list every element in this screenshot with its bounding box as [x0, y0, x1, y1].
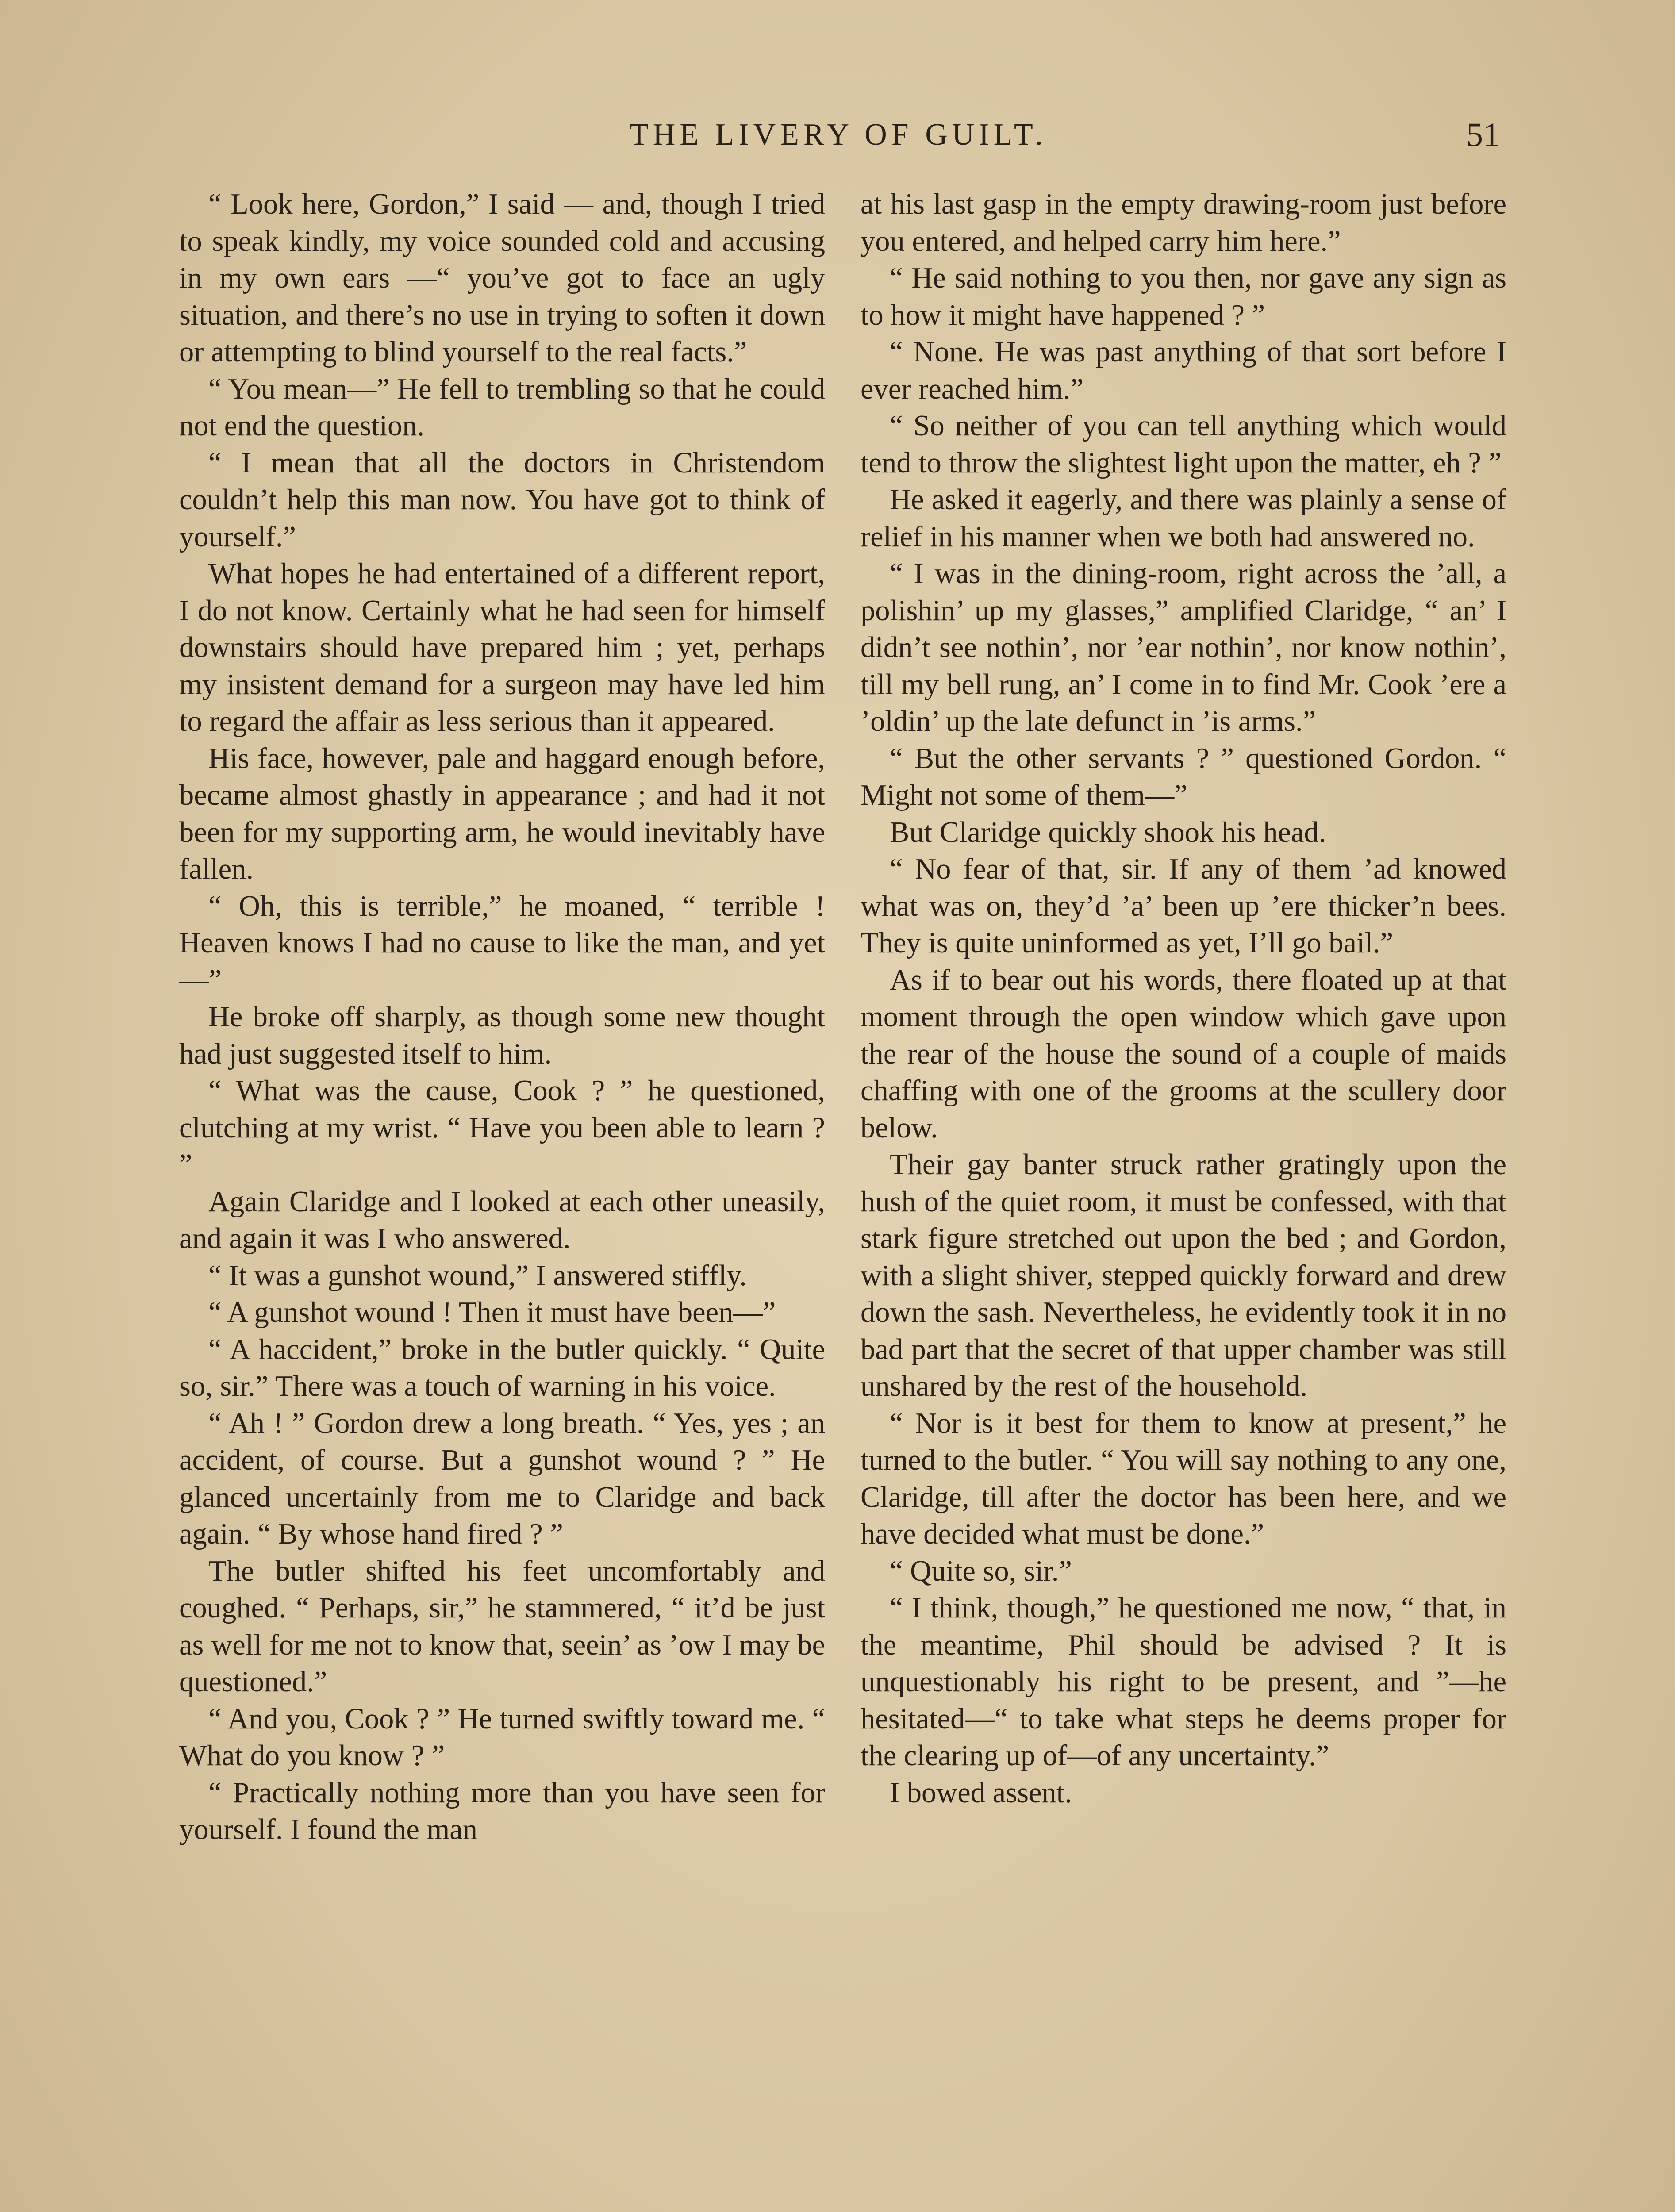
- paragraph: He broke off sharply, as though some new thought had just suggested itself to him.: [179, 1001, 825, 1070]
- page-number: 51: [1466, 116, 1500, 154]
- paragraph: He asked it eagerly, and there was plainly a sense of relief in his manner when we both had answered no.: [861, 484, 1506, 553]
- paragraph: His face, however, pale and haggard enough before, became almost ghastly in appearance ; and had it not been for my supporting arm, he would inevitably have fallen.: [179, 742, 825, 885]
- right-column: [861, 186, 1506, 1811]
- paragraph: “ Quite so, sir.”: [890, 1555, 1072, 1587]
- paragraph: Again Claridge and I looked at each other uneasily, and again it was I who answered.: [179, 1185, 825, 1255]
- paragraph: “ No fear of that, sir. If any of them ’ad knowed what was on, they’d ’a’ been up ’ere thicker’n bees. They is quite uninformed as yet, I’ll go bail.”: [861, 853, 1506, 959]
- paragraph: “ But the other servants ? ” questioned Gordon. “ Might not some of them—”: [861, 742, 1506, 811]
- paragraph: “ So neither of you can tell anything which would tend to throw the slightest light upon the matter, eh ? ”: [861, 410, 1506, 479]
- paragraph: I bowed assent.: [890, 1776, 1072, 1809]
- running-head: THE LIVERY OF GUILT.: [629, 118, 1048, 152]
- paragraph: “ I was in the dining-room, right across the ’all, a polishin’ up my glasses,” amplified Claridge, “ an’ I didn’t see nothin’, nor ’ear nothin’, nor know nothin’, till my bell rung, an’ I come in to find Mr. Cook ’ere a ’oldin’ up the late defunct in ’is arms.”: [861, 557, 1506, 737]
- paragraph: The butler shifted his feet uncomfortably and coughed. “ Perhaps, sir,” he stammered, “ it’d be just as well for me not to know that, seein’ as ’ow I may be questioned.”: [179, 1555, 825, 1698]
- paragraph: “ It was a gunshot wound,” I answered stiffly.: [208, 1259, 747, 1292]
- paragraph: “ Oh, this is terrible,” he moaned, “ terrible ! Heaven knows I had no cause to like the man, and yet—”: [179, 890, 825, 996]
- page-header: [177, 111, 1500, 159]
- paragraph: “ Look here, Gordon,” I said — and, though I tried to speak kindly, my voice sounded cold and accusing in my own ears —“ you’ve got to face an ugly situation, and there’s no use in trying to soften it down or attempting to blind yourself to the real facts.”: [179, 188, 825, 368]
- paragraph: “ Practically nothing more than you have seen for yourself. I found the man: [179, 1776, 825, 1846]
- paragraph: “ Ah ! ” Gordon drew a long breath. “ Yes, yes ; an accident, of course. But a gunshot wound ? ” He glanced uncertainly from me to Claridge and back again. “ By whose hand fired ? ”: [179, 1407, 825, 1550]
- paragraph: But Claridge quickly shook his head.: [890, 816, 1326, 849]
- paragraph: “ What was the cause, Cook ? ” he questioned, clutching at my wrist. “ Have you been able to learn ? ”: [179, 1075, 825, 1181]
- left-column: [179, 186, 825, 1848]
- paragraph: “ I think, though,” he questioned me now, “ that, in the meantime, Phil should be advised ? It is unquestionably his right to be present, and ”—he hesitated—“ to take what steps he deems proper for the clearing up of—of any uncertainty.”: [861, 1592, 1506, 1772]
- paragraph: “ He said nothing to you then, nor gave any sign as to how it might have happened ? ”: [861, 262, 1506, 331]
- paragraph: “ Nor is it best for them to know at present,” he turned to the butler. “ You will say nothing to any one, Claridge, till after the doctor has been here, and we have decided what must be done.”: [861, 1407, 1506, 1550]
- paragraph: What hopes he had entertained of a different report, I do not know. Certainly what he had seen for himself downstairs should have prepared him ; yet, perhaps my insistent demand for a surgeon may have led him to regard the affair as less serious than it appeared.: [179, 557, 825, 737]
- paragraph: “ And you, Cook ? ” He turned swiftly toward me. “ What do you know ? ”: [179, 1702, 825, 1772]
- paragraph: “ You mean—” He fell to trembling so that he could not end the question.: [179, 373, 825, 442]
- paragraph-continuation: at his last gasp in the empty drawing-room just before you entered, and helped carry him here.”: [861, 188, 1506, 257]
- paragraph: “ I mean that all the doctors in Christendom couldn’t help this man now. You have got to think of yourself.”: [179, 446, 825, 553]
- paragraph: Their gay banter struck rather gratingly upon the hush of the quiet room, it must be confessed, with that stark figure stretched out upon the bed ; and Gordon, with a slight shiver, stepped quickly forward and drew down the sash. Nevertheless, he evidently took it in no bad part that the secret of that upper chamber was still unshared by the rest of the household.: [861, 1148, 1506, 1402]
- paragraph: “ None. He was past anything of that sort before I ever reached him.”: [861, 336, 1506, 405]
- paragraph: “ A gunshot wound ! Then it must have been—”: [208, 1296, 776, 1329]
- paragraph: “ A haccident,” broke in the butler quickly. “ Quite so, sir.” There was a touch of warning in his voice.: [179, 1333, 825, 1402]
- paragraph: As if to bear out his words, there floated up at that moment through the open window which gave upon the rear of the house the sound of a couple of maids chaffing with one of the grooms at the scullery door below.: [861, 964, 1506, 1144]
